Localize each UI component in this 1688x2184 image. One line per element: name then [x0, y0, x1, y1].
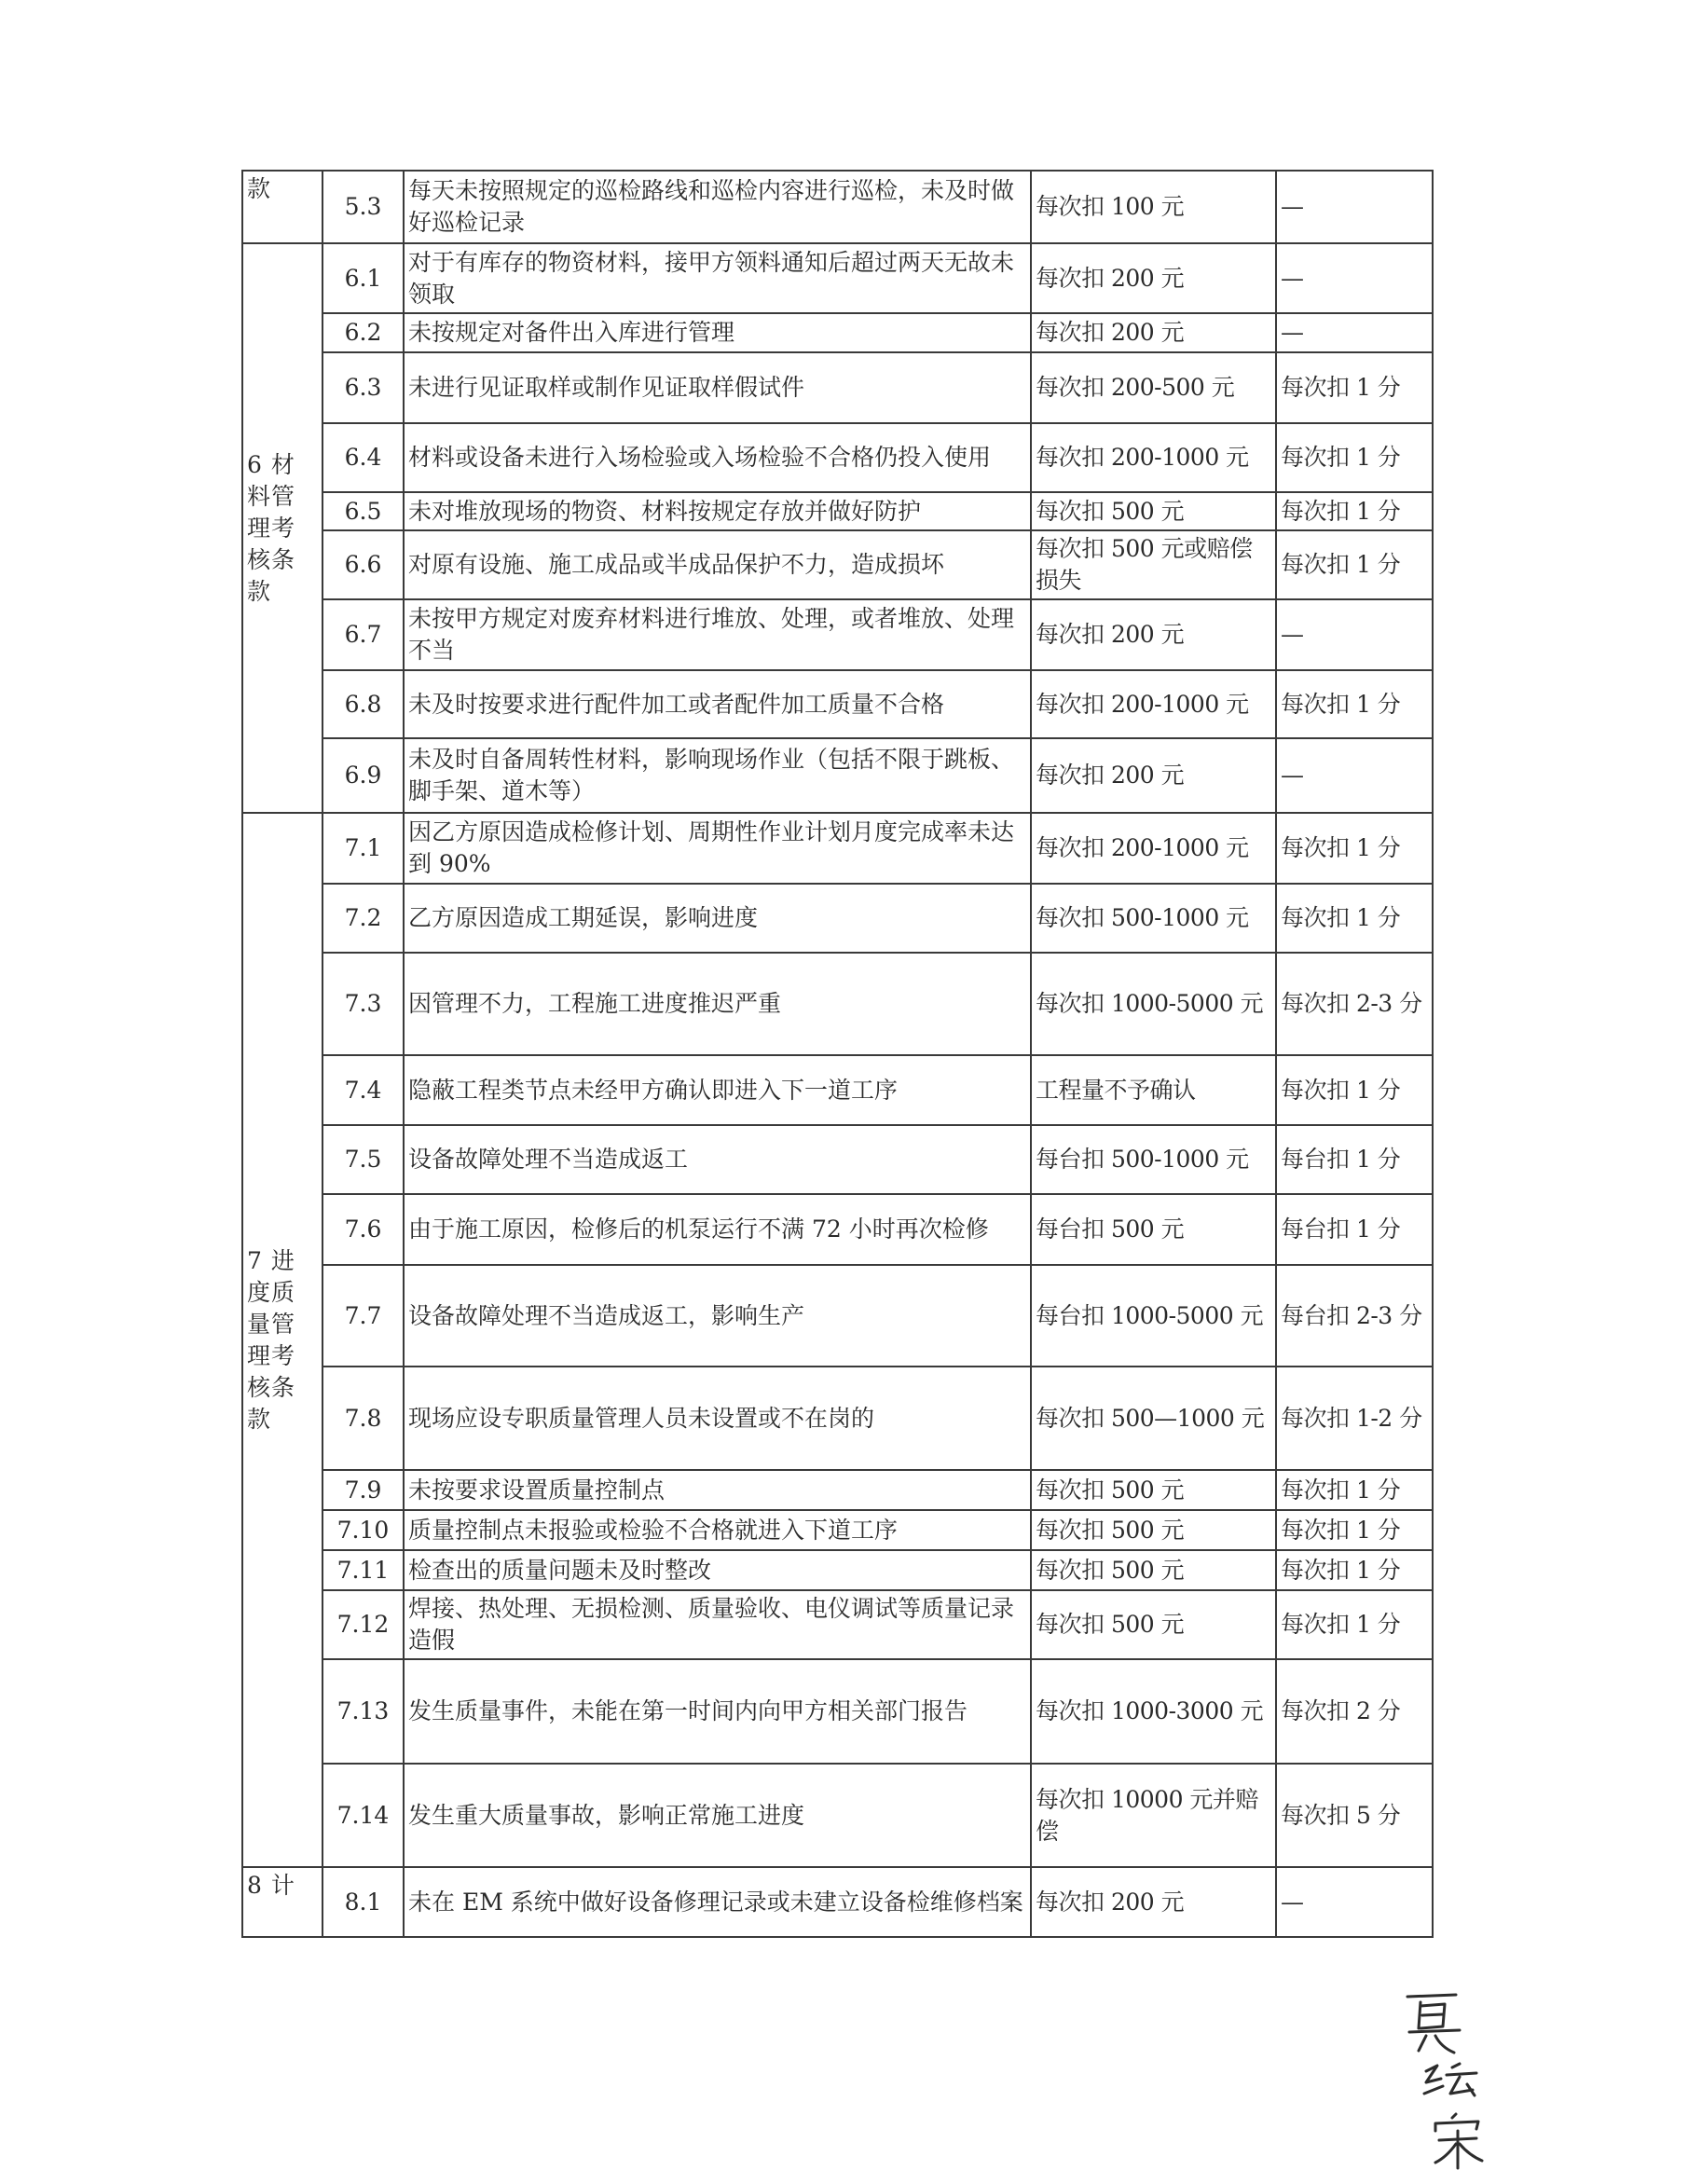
- item-number: 6.5: [323, 492, 404, 530]
- item-description: 材料或设备未进行入场检验或入场检验不合格仍投入使用: [404, 423, 1031, 492]
- item-points: —: [1276, 313, 1433, 352]
- item-description: 未在 EM 系统中做好设备修理记录或未建立设备检维修档案: [404, 1867, 1031, 1937]
- item-penalty: 每次扣 100 元: [1031, 171, 1276, 243]
- item-points: 每次扣 5 分: [1276, 1764, 1433, 1867]
- item-penalty: 每次扣 200-1000 元: [1031, 813, 1276, 884]
- item-points: 每次扣 1 分: [1276, 530, 1433, 599]
- item-description: 发生质量事件，未能在第一时间内向甲方相关部门报告: [404, 1659, 1031, 1764]
- item-points: 每次扣 1 分: [1276, 884, 1433, 953]
- item-points: 每台扣 2-3 分: [1276, 1265, 1433, 1367]
- item-number: 7.3: [323, 953, 404, 1055]
- item-points: —: [1276, 171, 1433, 243]
- item-number: 6.9: [323, 738, 404, 813]
- item-number: 6.2: [323, 313, 404, 352]
- item-number: 6.8: [323, 670, 404, 738]
- table-row: [242, 1550, 1433, 1590]
- item-penalty: 每次扣 200 元: [1031, 1867, 1276, 1937]
- table-row: [242, 243, 1433, 313]
- item-description: 未进行见证取样或制作见证取样假试件: [404, 352, 1031, 423]
- table-row: [242, 1055, 1433, 1125]
- item-number: 7.12: [323, 1590, 404, 1659]
- category-cell: 6 材料管理考核条款: [242, 243, 323, 813]
- item-points: 每次扣 1 分: [1276, 1550, 1433, 1590]
- item-description: 未及时自备周转性材料，影响现场作业（包括不限于跳板、脚手架、道木等）: [404, 738, 1031, 813]
- item-number: 7.2: [323, 884, 404, 953]
- item-number: 7.4: [323, 1055, 404, 1125]
- category-cell: 款: [242, 171, 323, 243]
- item-description: 质量控制点未报验或检验不合格就进入下道工序: [404, 1510, 1031, 1550]
- item-number: 7.1: [323, 813, 404, 884]
- item-points: 每次扣 1-2 分: [1276, 1367, 1433, 1470]
- table-row: [242, 1764, 1433, 1867]
- item-number: 6.7: [323, 599, 404, 670]
- item-description: 未按要求设置质量控制点: [404, 1470, 1031, 1510]
- assessment-table: [241, 170, 1434, 1938]
- item-penalty: 每次扣 1000-3000 元: [1031, 1659, 1276, 1764]
- item-penalty: 每次扣 200 元: [1031, 313, 1276, 352]
- item-penalty: 每次扣 500—1000 元: [1031, 1367, 1276, 1470]
- item-points: 每台扣 1 分: [1276, 1125, 1433, 1194]
- item-points: 每次扣 1 分: [1276, 352, 1433, 423]
- item-number: 6.4: [323, 423, 404, 492]
- table-row: [242, 1470, 1433, 1510]
- item-points: 每次扣 1 分: [1276, 423, 1433, 492]
- item-description: 未及时按要求进行配件加工或者配件加工质量不合格: [404, 670, 1031, 738]
- category-cell: 7 进度质量管理考核条款: [242, 813, 323, 1867]
- item-points: 每次扣 1 分: [1276, 1470, 1433, 1510]
- table-row: [242, 813, 1433, 884]
- item-penalty: 每台扣 500 元: [1031, 1194, 1276, 1265]
- item-description: 隐蔽工程类节点未经甲方确认即进入下一道工序: [404, 1055, 1031, 1125]
- item-points: 每次扣 1 分: [1276, 1510, 1433, 1550]
- item-penalty: 每次扣 200 元: [1031, 243, 1276, 313]
- table-row: [242, 171, 1433, 243]
- item-points: —: [1276, 738, 1433, 813]
- item-penalty: 每次扣 200 元: [1031, 599, 1276, 670]
- item-description: 检查出的质量问题未及时整改: [404, 1550, 1031, 1590]
- item-number: 7.8: [323, 1367, 404, 1470]
- item-number: 5.3: [323, 171, 404, 243]
- item-points: —: [1276, 243, 1433, 313]
- item-penalty: 工程量不予确认: [1031, 1055, 1276, 1125]
- item-points: —: [1276, 1867, 1433, 1937]
- item-number: 7.14: [323, 1764, 404, 1867]
- table-row: [242, 1367, 1433, 1470]
- table-row: [242, 313, 1433, 352]
- item-description: 未按甲方规定对废弃材料进行堆放、处理，或者堆放、处理不当: [404, 599, 1031, 670]
- item-points: 每次扣 1 分: [1276, 492, 1433, 530]
- table-row: [242, 670, 1433, 738]
- item-number: 8.1: [323, 1867, 404, 1937]
- item-points: 每次扣 2-3 分: [1276, 953, 1433, 1055]
- item-description: 由于施工原因，检修后的机泵运行不满 72 小时再次检修: [404, 1194, 1031, 1265]
- item-description: 未按规定对备件出入库进行管理: [404, 313, 1031, 352]
- item-description: 因乙方原因造成检修计划、周期性作业计划月度完成率未达到 90%: [404, 813, 1031, 884]
- item-points: 每次扣 1 分: [1276, 670, 1433, 738]
- table-row: [242, 953, 1433, 1055]
- table-row: [242, 1265, 1433, 1367]
- item-points: —: [1276, 599, 1433, 670]
- item-penalty: 每次扣 200-500 元: [1031, 352, 1276, 423]
- item-penalty: 每次扣 500 元: [1031, 1550, 1276, 1590]
- item-number: 6.3: [323, 352, 404, 423]
- item-description: 乙方原因造成工期延误，影响进度: [404, 884, 1031, 953]
- item-penalty: 每次扣 200-1000 元: [1031, 670, 1276, 738]
- item-penalty: 每次扣 500 元: [1031, 1510, 1276, 1550]
- item-number: 6.1: [323, 243, 404, 313]
- table-row: [242, 492, 1433, 530]
- table-row: [242, 1590, 1433, 1659]
- item-number: 7.11: [323, 1550, 404, 1590]
- item-number: 7.5: [323, 1125, 404, 1194]
- item-points: 每次扣 1 分: [1276, 1590, 1433, 1659]
- item-points: 每次扣 2 分: [1276, 1659, 1433, 1764]
- item-penalty: 每次扣 500 元或赔偿损失: [1031, 530, 1276, 599]
- item-penalty: 每次扣 500-1000 元: [1031, 884, 1276, 953]
- item-description: 设备故障处理不当造成返工: [404, 1125, 1031, 1194]
- table-row: [242, 1659, 1433, 1764]
- item-description: 对于有库存的物资材料，接甲方领料通知后超过两天无故未领取: [404, 243, 1031, 313]
- table-row: [242, 530, 1433, 599]
- item-description: 未对堆放现场的物资、材料按规定存放并做好防护: [404, 492, 1031, 530]
- table-row: [242, 1867, 1433, 1937]
- item-points: 每次扣 1 分: [1276, 1055, 1433, 1125]
- item-description: 因管理不力，工程施工进度推迟严重: [404, 953, 1031, 1055]
- table-row: [242, 1194, 1433, 1265]
- item-number: 7.9: [323, 1470, 404, 1510]
- item-penalty: 每次扣 1000-5000 元: [1031, 953, 1276, 1055]
- item-penalty: 每次扣 200-1000 元: [1031, 423, 1276, 492]
- item-number: 7.13: [323, 1659, 404, 1764]
- item-points: 每台扣 1 分: [1276, 1194, 1433, 1265]
- item-description: 设备故障处理不当造成返工，影响生产: [404, 1265, 1031, 1367]
- table-row: [242, 738, 1433, 813]
- item-penalty: 每次扣 500 元: [1031, 1470, 1276, 1510]
- item-penalty: 每次扣 500 元: [1031, 492, 1276, 530]
- item-description: 现场应设专职质量管理人员未设置或不在岗的: [404, 1367, 1031, 1470]
- item-penalty: 每台扣 500-1000 元: [1031, 1125, 1276, 1194]
- table-row: [242, 884, 1433, 953]
- item-description: 焊接、热处理、无损检测、质量验收、电仪调试等质量记录造假: [404, 1590, 1031, 1659]
- table-row: [242, 352, 1433, 423]
- category-cell: 8 计: [242, 1867, 323, 1937]
- table-row: [242, 1510, 1433, 1550]
- item-description: 发生重大质量事故，影响正常施工进度: [404, 1764, 1031, 1867]
- item-number: 7.7: [323, 1265, 404, 1367]
- item-description: 对原有设施、施工成品或半成品保护不力，造成损坏: [404, 530, 1031, 599]
- table-row: [242, 599, 1433, 670]
- item-penalty: 每次扣 200 元: [1031, 738, 1276, 813]
- item-penalty: 每次扣 500 元: [1031, 1590, 1276, 1659]
- item-number: 6.6: [323, 530, 404, 599]
- handwritten-signature: [1398, 1985, 1510, 2172]
- item-points: 每次扣 1 分: [1276, 813, 1433, 884]
- item-penalty: 每次扣 10000 元并赔偿: [1031, 1764, 1276, 1867]
- item-number: 7.6: [323, 1194, 404, 1265]
- item-penalty: 每台扣 1000-5000 元: [1031, 1265, 1276, 1367]
- item-description: 每天未按照规定的巡检路线和巡检内容进行巡检，未及时做好巡检记录: [404, 171, 1031, 243]
- item-number: 7.10: [323, 1510, 404, 1550]
- table-row: [242, 1125, 1433, 1194]
- table-row: [242, 423, 1433, 492]
